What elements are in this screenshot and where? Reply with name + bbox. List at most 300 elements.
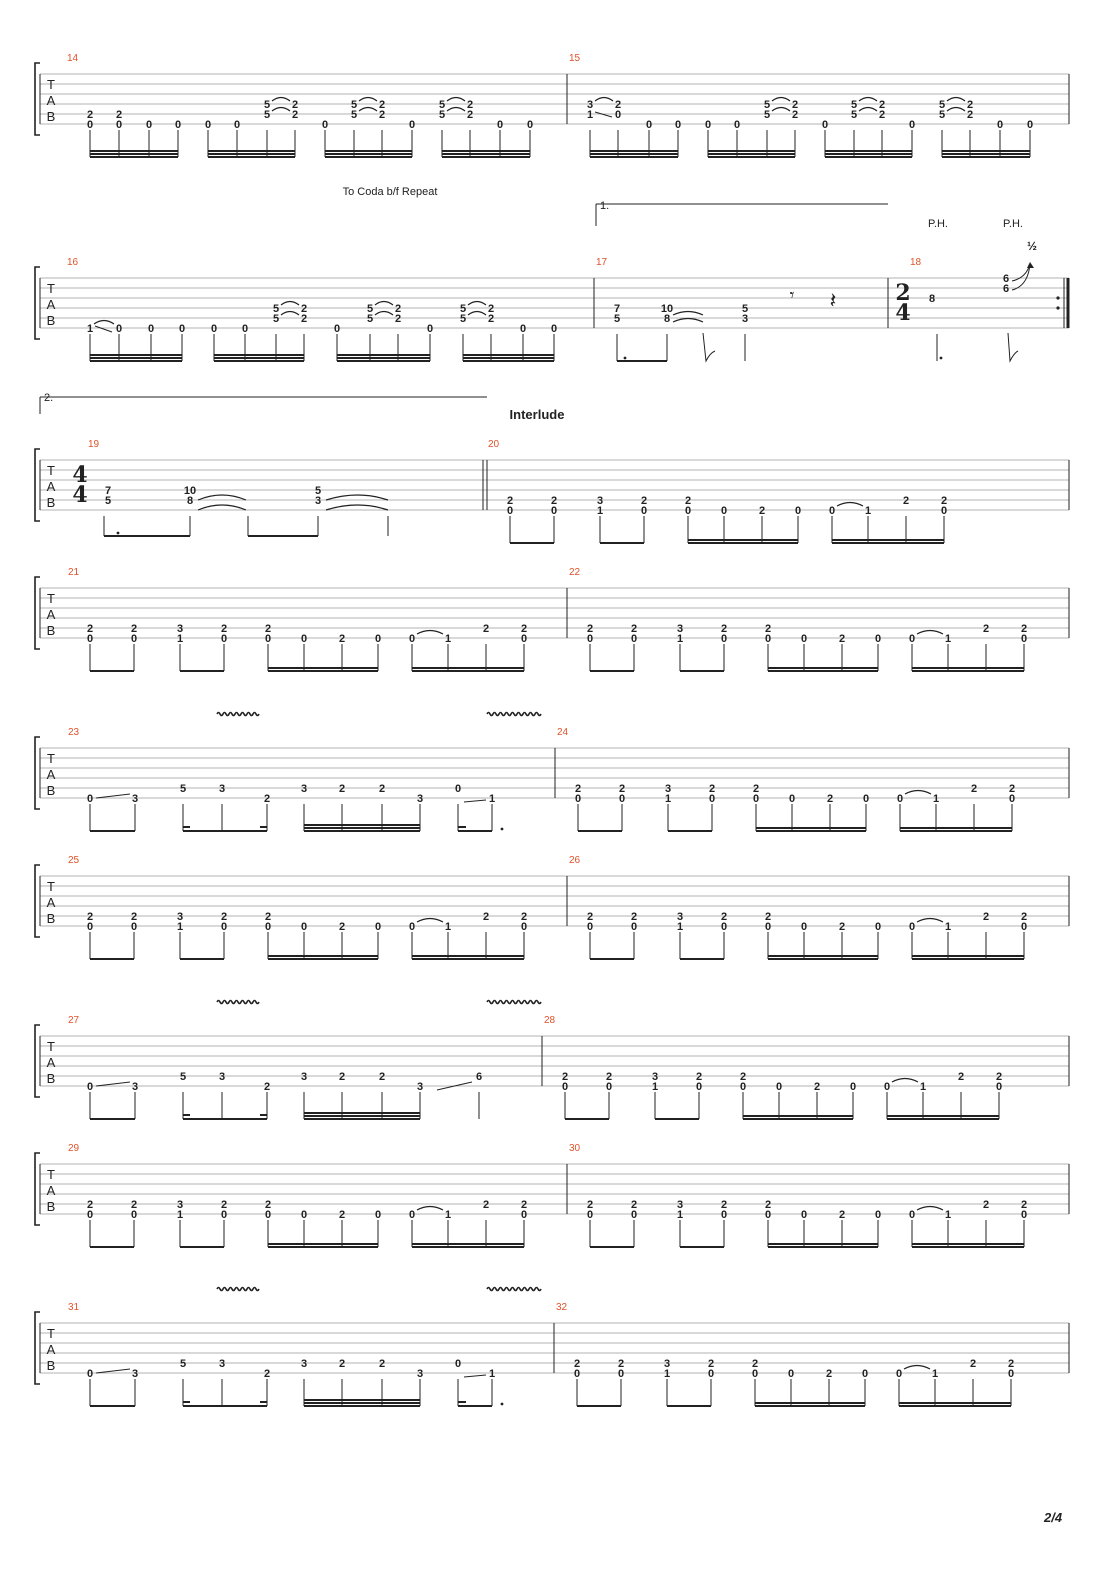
tab-clef-letter: T <box>47 1039 55 1054</box>
tab-number: 0 <box>707 1368 715 1380</box>
tab-number: 0 <box>605 1081 613 1093</box>
tab-number: 2 <box>300 303 308 315</box>
tab-number: 0 <box>145 119 153 131</box>
tab-number: 5 <box>459 313 467 325</box>
tab-number: 1 <box>596 505 604 517</box>
tie-arc <box>281 302 299 306</box>
tab-number: 5 <box>850 109 858 121</box>
tab-number: 0 <box>550 323 558 335</box>
tie-arc <box>417 631 443 635</box>
tab-number: 0 <box>733 119 741 131</box>
system-bracket <box>35 577 40 649</box>
tab-number: 2 <box>482 911 490 923</box>
system-bracket <box>35 449 40 521</box>
tab-number: 1 <box>664 793 672 805</box>
tab-number: 0 <box>1020 633 1028 645</box>
tab-number: 0 <box>204 119 212 131</box>
tab-number: 0 <box>861 1368 869 1380</box>
tab-number: 2 <box>970 783 978 795</box>
tab-number: 5 <box>459 303 467 315</box>
tab-number: 2 <box>614 99 622 111</box>
tab-number: 2 <box>838 921 846 933</box>
tab-number: 0 <box>86 1081 94 1093</box>
tab-number: 0 <box>1007 1368 1015 1380</box>
pinch-harmonic-text: P.H. <box>928 218 948 230</box>
tab-number: 0 <box>321 119 329 131</box>
tab-number: 0 <box>333 323 341 335</box>
tab-clef-letter: B <box>46 1199 56 1214</box>
tab-number: 1 <box>444 633 452 645</box>
tab-number: 2 <box>520 911 528 923</box>
tab-number: 3 <box>176 623 184 635</box>
dot <box>501 828 504 831</box>
tab-number: 2 <box>338 783 346 795</box>
tab-number: 2 <box>482 1199 490 1211</box>
tab-number: 0 <box>374 921 382 933</box>
tab-number: 2 <box>338 921 346 933</box>
tab-number: 3 <box>676 623 684 635</box>
tab-number: 3 <box>663 1358 671 1370</box>
tab-number: 1 <box>488 793 496 805</box>
tab-number: 3 <box>676 911 684 923</box>
tab-number: 0 <box>550 505 558 517</box>
tab-number: 0 <box>300 1209 308 1221</box>
tab-number: 2 <box>838 1209 846 1221</box>
tab-number: 2 <box>825 1368 833 1380</box>
tab-number: 1 <box>586 109 594 121</box>
tie-arc <box>673 319 703 323</box>
tab-number: 5 <box>314 485 322 497</box>
quarter-rest: 𝄽 <box>829 288 837 313</box>
tab-clef-letter: B <box>46 495 56 510</box>
tab-clef-letter: B <box>46 783 56 798</box>
tab-number: 2 <box>586 623 594 635</box>
tie-arc <box>447 98 465 102</box>
tab-number: 2 <box>561 1071 569 1083</box>
tab-number: 2 <box>720 911 728 923</box>
tie-arc <box>375 312 393 316</box>
tab-number: 1 <box>676 1209 684 1221</box>
tab-number: 2 <box>630 623 638 635</box>
tab-number: 2 <box>220 623 228 635</box>
pinch-harmonic-text: P.H. <box>1003 218 1023 230</box>
tab-number: 0 <box>630 921 638 933</box>
tab-number: 2 <box>220 1199 228 1211</box>
tab-number: 2 <box>378 783 386 795</box>
tab-number: 0 <box>174 119 182 131</box>
tab-number: 0 <box>764 633 772 645</box>
tab-number: 8 <box>928 293 936 305</box>
tab-number: 0 <box>764 1209 772 1221</box>
tab-number: 0 <box>794 505 802 517</box>
tab-number: 0 <box>374 633 382 645</box>
tab-number: 0 <box>586 633 594 645</box>
tab-number: 0 <box>264 921 272 933</box>
tab-number: 0 <box>996 119 1004 131</box>
tab-number: 2 <box>695 1071 703 1083</box>
tab-number: 5 <box>366 313 374 325</box>
tab-number: 5 <box>938 99 946 111</box>
tab-number: 0 <box>506 505 514 517</box>
tab-number: 0 <box>704 119 712 131</box>
tab-number: 2 <box>751 1358 759 1370</box>
tab-number: 0 <box>408 633 416 645</box>
tab-number: 0 <box>684 505 692 517</box>
tie-arc <box>198 505 246 510</box>
tab-number: 3 <box>416 793 424 805</box>
eighth-rest: 𝄾 <box>789 285 795 305</box>
tab-clef-letter: A <box>46 1055 56 1070</box>
tab-number: 3 <box>131 793 139 805</box>
tab-clef-letter: T <box>47 751 55 766</box>
tab-number: 1 <box>676 633 684 645</box>
tab-number: 0 <box>210 323 218 335</box>
tab-number: 0 <box>1020 921 1028 933</box>
tab-number: 0 <box>408 921 416 933</box>
tie-arc <box>772 98 790 102</box>
tab-number: 3 <box>131 1368 139 1380</box>
tab-clef-letter: A <box>46 479 56 494</box>
tie-arc <box>359 98 377 102</box>
tab-clef-letter: T <box>47 879 55 894</box>
tab-number: 0 <box>520 921 528 933</box>
tab-number: 0 <box>454 1358 462 1370</box>
measure-number: 19 <box>88 439 100 450</box>
tab-number: 0 <box>800 633 808 645</box>
tie-arc <box>326 495 388 500</box>
tab-number: 2 <box>291 109 299 121</box>
tab-number: 2 <box>940 495 948 507</box>
tab-number: 2 <box>1007 1358 1015 1370</box>
tab-clef-letter: A <box>46 93 56 108</box>
tab-number: 0 <box>86 119 94 131</box>
to-coda-text: To Coda b/f Repeat <box>342 186 438 198</box>
tab-number: 0 <box>821 119 829 131</box>
eighth-flag <box>703 333 715 361</box>
tab-number: 2 <box>300 313 308 325</box>
system-bracket <box>35 267 40 339</box>
tab-number: 2 <box>378 1358 386 1370</box>
tab-clef-letter: B <box>46 911 56 926</box>
tab-number: 0 <box>630 633 638 645</box>
tab-number: 2 <box>586 1199 594 1211</box>
tab-number: 0 <box>674 119 682 131</box>
measure-number: 22 <box>569 567 581 578</box>
tie-arc <box>673 312 703 316</box>
tab-number: 0 <box>617 1368 625 1380</box>
tab-number: 0 <box>241 323 249 335</box>
tab-number: 1 <box>931 1368 939 1380</box>
tab-number: 2 <box>684 495 692 507</box>
tab-number: 2 <box>982 623 990 635</box>
tab-number: 3 <box>300 783 308 795</box>
measure-number: 32 <box>556 1302 568 1313</box>
tab-number: 0 <box>86 921 94 933</box>
repeat-dot <box>1056 306 1059 309</box>
tab-number: 0 <box>130 1209 138 1221</box>
tab-number: 3 <box>416 1368 424 1380</box>
measure-number: 17 <box>596 257 608 268</box>
tab-number: 0 <box>1008 793 1016 805</box>
tab-number: 2 <box>338 1209 346 1221</box>
tab-number: 0 <box>908 633 916 645</box>
tab-number: 2 <box>630 1199 638 1211</box>
tab-number: 2 <box>263 793 271 805</box>
tab-number: 3 <box>676 1199 684 1211</box>
dot <box>117 532 120 535</box>
vibrato-mark <box>217 1288 259 1291</box>
tab-number: 0 <box>751 1368 759 1380</box>
tab-number: 2 <box>338 1358 346 1370</box>
tab-number: 5 <box>438 109 446 121</box>
tab-number: 2 <box>720 1199 728 1211</box>
tab-number: 0 <box>519 323 527 335</box>
tab-number: 0 <box>739 1081 747 1093</box>
tab-number: 3 <box>651 1071 659 1083</box>
tab-number: 5 <box>850 99 858 111</box>
tab-number: 2 <box>586 911 594 923</box>
tab-number: 0 <box>147 323 155 335</box>
tie-arc <box>468 312 486 316</box>
tab-number: 2 <box>520 623 528 635</box>
tab-number: 0 <box>300 921 308 933</box>
tab-number: 5 <box>104 495 112 507</box>
tab-number: 0 <box>408 1209 416 1221</box>
tab-number: 2 <box>902 495 910 507</box>
tab-number: 0 <box>1020 1209 1028 1221</box>
tab-number: 1 <box>444 1209 452 1221</box>
measure-number: 15 <box>569 53 581 64</box>
tab-clef-letter: A <box>46 1342 56 1357</box>
tab-clef-letter: A <box>46 767 56 782</box>
tab-number: 2 <box>982 911 990 923</box>
tab-number: 2 <box>618 783 626 795</box>
dot <box>501 1403 504 1406</box>
tab-number: 2 <box>1020 911 1028 923</box>
tab-number: 2 <box>394 303 402 315</box>
tie-arc <box>917 631 943 635</box>
tab-number: 0 <box>264 1209 272 1221</box>
tab-number: 2 <box>487 313 495 325</box>
tab-number: 0 <box>86 793 94 805</box>
measure-number: 30 <box>569 1143 581 1154</box>
tie-arc <box>375 302 393 306</box>
tab-number: 1 <box>176 1209 184 1221</box>
tab-clef-letter: B <box>46 313 56 328</box>
tab-number: 5 <box>179 1358 187 1370</box>
tie-arc <box>947 108 965 112</box>
tie-arc <box>281 312 299 316</box>
slide-line <box>96 1369 130 1373</box>
tab-number: 0 <box>115 119 123 131</box>
tab-number: 0 <box>264 633 272 645</box>
vibrato-mark <box>487 713 541 716</box>
system-bracket <box>35 737 40 809</box>
tab-clef-letter: B <box>46 1358 56 1373</box>
tab-number: 0 <box>752 793 760 805</box>
tab-number: 2 <box>378 1071 386 1083</box>
tab-number: 0 <box>573 1368 581 1380</box>
tab-number: 2 <box>263 1368 271 1380</box>
tab-number: 1 <box>176 921 184 933</box>
tab-clef-letter: T <box>47 1167 55 1182</box>
tab-number: 2 <box>487 303 495 315</box>
measure-number: 14 <box>67 53 79 64</box>
tab-number: 2 <box>707 1358 715 1370</box>
volta-number: 1. <box>600 200 610 212</box>
tab-number: 3 <box>314 495 322 507</box>
tab-number: 2 <box>966 99 974 111</box>
tab-number: 2 <box>878 109 886 121</box>
tab-number: 0 <box>520 633 528 645</box>
tab-number: 2 <box>574 783 582 795</box>
time-signature: 2 <box>895 280 911 306</box>
vibrato-mark <box>487 1288 541 1291</box>
tab-number: 0 <box>720 921 728 933</box>
slide-line <box>464 800 486 802</box>
tab-number: 2 <box>291 99 299 111</box>
tab-number: 0 <box>908 119 916 131</box>
tie-arc <box>417 1207 443 1211</box>
tab-number: 8 <box>186 495 194 507</box>
tab-number: 1 <box>919 1081 927 1093</box>
tab-number: 0 <box>720 633 728 645</box>
tab-number: 0 <box>645 119 653 131</box>
tab-number: 0 <box>630 1209 638 1221</box>
tab-clef-letter: A <box>46 895 56 910</box>
tab-number: 2 <box>86 911 94 923</box>
tab-number: 2 <box>264 911 272 923</box>
tab-clef-letter: A <box>46 297 56 312</box>
tab-number: 2 <box>130 911 138 923</box>
tie-arc <box>94 321 114 325</box>
tab-number: 0 <box>618 793 626 805</box>
slide-line <box>595 112 612 117</box>
tab-number: 2 <box>115 109 123 121</box>
tab-number: 0 <box>520 1209 528 1221</box>
tie-arc <box>905 791 931 795</box>
tab-number: 5 <box>366 303 374 315</box>
tab-number: 0 <box>862 793 870 805</box>
tab-number: 0 <box>995 1081 1003 1093</box>
tab-number: 0 <box>800 1209 808 1221</box>
tab-number: 1 <box>651 1081 659 1093</box>
bend-arrow <box>1012 264 1030 281</box>
tab-number: 6 <box>1002 273 1010 285</box>
tab-number: 0 <box>86 1209 94 1221</box>
tab-number: 2 <box>263 1081 271 1093</box>
tab-number: 2 <box>378 99 386 111</box>
tab-number: 7 <box>104 485 112 497</box>
tab-number: 2 <box>1020 1199 1028 1211</box>
tab-number: 0 <box>940 505 948 517</box>
tie-arc <box>772 108 790 112</box>
time-signature: 4 <box>72 462 88 488</box>
tab-number: 7 <box>613 303 621 315</box>
tab-number: 0 <box>220 1209 228 1221</box>
tab-number: 5 <box>179 1071 187 1083</box>
slide-line <box>464 1375 486 1377</box>
tab-number: 3 <box>741 313 749 325</box>
tab-number: 0 <box>895 1368 903 1380</box>
tie-arc <box>837 503 863 507</box>
tab-number: 0 <box>300 633 308 645</box>
tie-arc <box>272 98 290 102</box>
tab-number: 5 <box>350 99 358 111</box>
tab-number: 0 <box>526 119 534 131</box>
tab-number: 2 <box>378 109 386 121</box>
tab-number: 2 <box>86 1199 94 1211</box>
tab-number: 3 <box>218 783 226 795</box>
tab-number: 5 <box>938 109 946 121</box>
tab-number: 2 <box>791 109 799 121</box>
tab-number: 3 <box>596 495 604 507</box>
tab-number: 0 <box>220 921 228 933</box>
tab-number: 0 <box>828 505 836 517</box>
tab-number: 2 <box>482 623 490 635</box>
tab-number: 8 <box>663 313 671 325</box>
tab-number: 1 <box>444 921 452 933</box>
tab-clef-letter: B <box>46 1071 56 1086</box>
tab-number: 2 <box>878 99 886 111</box>
tab-number: 5 <box>263 99 271 111</box>
tab-number: 5 <box>350 109 358 121</box>
tab-number: 0 <box>426 323 434 335</box>
tab-number: 2 <box>466 99 474 111</box>
tie-arc <box>468 302 486 306</box>
tab-number: 0 <box>908 1209 916 1221</box>
tab-number: 0 <box>178 323 186 335</box>
tie-arc <box>917 1207 943 1211</box>
tab-number: 0 <box>695 1081 703 1093</box>
tab-number: 3 <box>300 1358 308 1370</box>
tab-number: 0 <box>614 109 622 121</box>
tab-number: 3 <box>131 1081 139 1093</box>
tab-number: 6 <box>1002 283 1010 295</box>
tab-number: 2 <box>338 1071 346 1083</box>
measure-number: 28 <box>544 1015 556 1026</box>
measure-number: 31 <box>68 1302 80 1313</box>
vibrato-mark <box>487 1001 541 1004</box>
tab-number: 2 <box>791 99 799 111</box>
tab-clef-letter: T <box>47 281 55 296</box>
tab-number: 0 <box>775 1081 783 1093</box>
tab-number: 2 <box>720 623 728 635</box>
tab-number: 0 <box>874 921 882 933</box>
tie-arc <box>198 495 246 500</box>
tab-number: 1 <box>488 1368 496 1380</box>
measure-number: 18 <box>910 257 922 268</box>
tie-arc <box>447 108 465 112</box>
tab-number: 2 <box>969 1358 977 1370</box>
measure-number: 27 <box>68 1015 80 1026</box>
tab-number: 0 <box>115 323 123 335</box>
tab-number: 2 <box>130 1199 138 1211</box>
tab-number: 0 <box>764 921 772 933</box>
bend-arrowhead <box>1027 262 1034 268</box>
tie-arc <box>417 919 443 923</box>
tab-number: 2 <box>1008 783 1016 795</box>
tab-number: 2 <box>605 1071 613 1083</box>
tab-number: 2 <box>957 1071 965 1083</box>
tab-number: 0 <box>496 119 504 131</box>
tab-number: 2 <box>966 109 974 121</box>
vibrato-mark <box>217 1001 259 1004</box>
time-signature: 4 <box>895 300 911 326</box>
tab-number: 2 <box>826 793 834 805</box>
time-signature: 4 <box>72 482 88 508</box>
tab-number: 0 <box>720 505 728 517</box>
